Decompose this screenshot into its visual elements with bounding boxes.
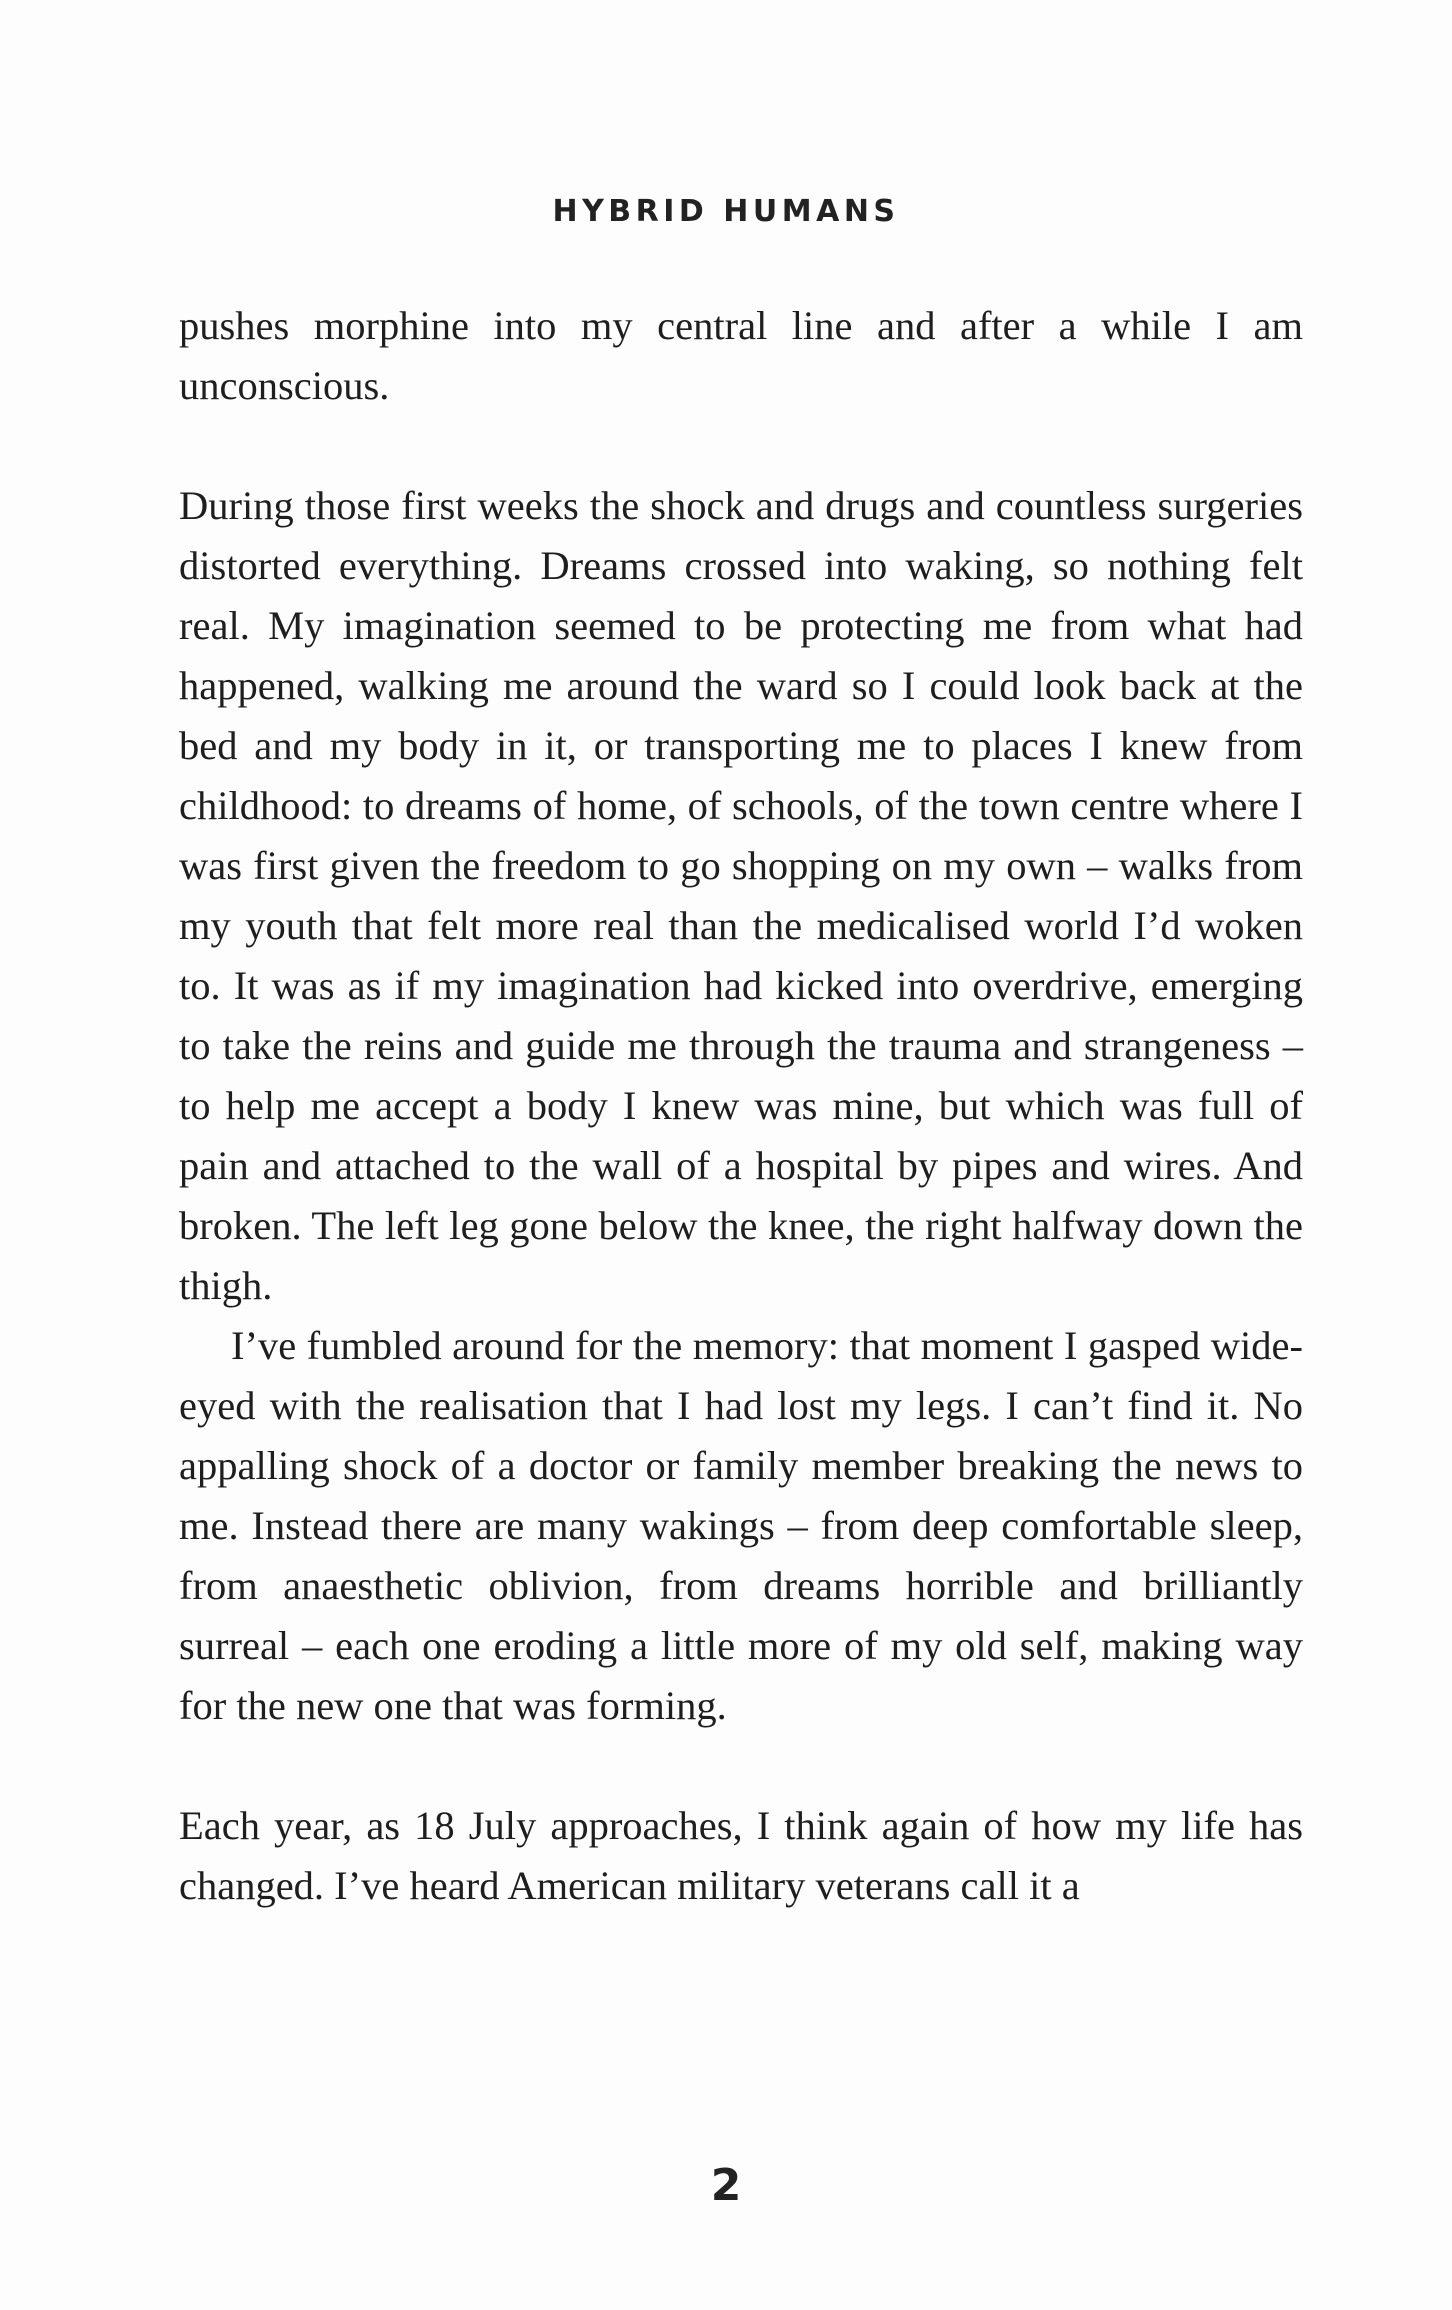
paragraph: pushes morphine into my central line and after a while I am unconscious. xyxy=(179,303,1303,408)
body-text xyxy=(179,296,1303,1916)
page-number: 2 xyxy=(710,2160,742,2211)
paragraph: I’ve fumbled around for the memory: that moment I gasped wide-eyed with the realisation that I had lost my legs. I can’t find it. No appalling shock of a doctor or family member breaking the news to me. Instead there are many wakings – from deep comfortable sleep, from anaesthetic oblivion, from dreams horrible and brilliantly surreal – each one eroding a little more of my old self, making way for the new one that was forming. xyxy=(179,1323,1303,1728)
paragraph: During those first weeks the shock and drugs and countless surgeries distorted everything. Dreams crossed into waking, so nothing felt real. My imagination seemed to be protecting me from what had happened, walking me around the ward so I could look back at the bed and my body in it, or transporting me to places I knew from childhood: to dreams of home, of schools, of the town centre where I was first given the freedom to go shopping on my own – walks from my youth that felt more real than the medicalised world I’d woken to. It was as if my imagination had kicked into overdrive, emerging to take the reins and guide me through the trauma and strangeness – to help me accept a body I knew was mine, but which was full of pain and attached to the wall of a hospital by pipes and wires. And broken. The left leg gone below the knee, the right halfway down the thigh. xyxy=(179,483,1303,1308)
paragraph: Each year, as 18 July approaches, I think again of how my life has changed. I’ve heard American military veterans call it a xyxy=(179,1803,1303,1908)
running-head: HYBRID HUMANS xyxy=(552,194,900,229)
